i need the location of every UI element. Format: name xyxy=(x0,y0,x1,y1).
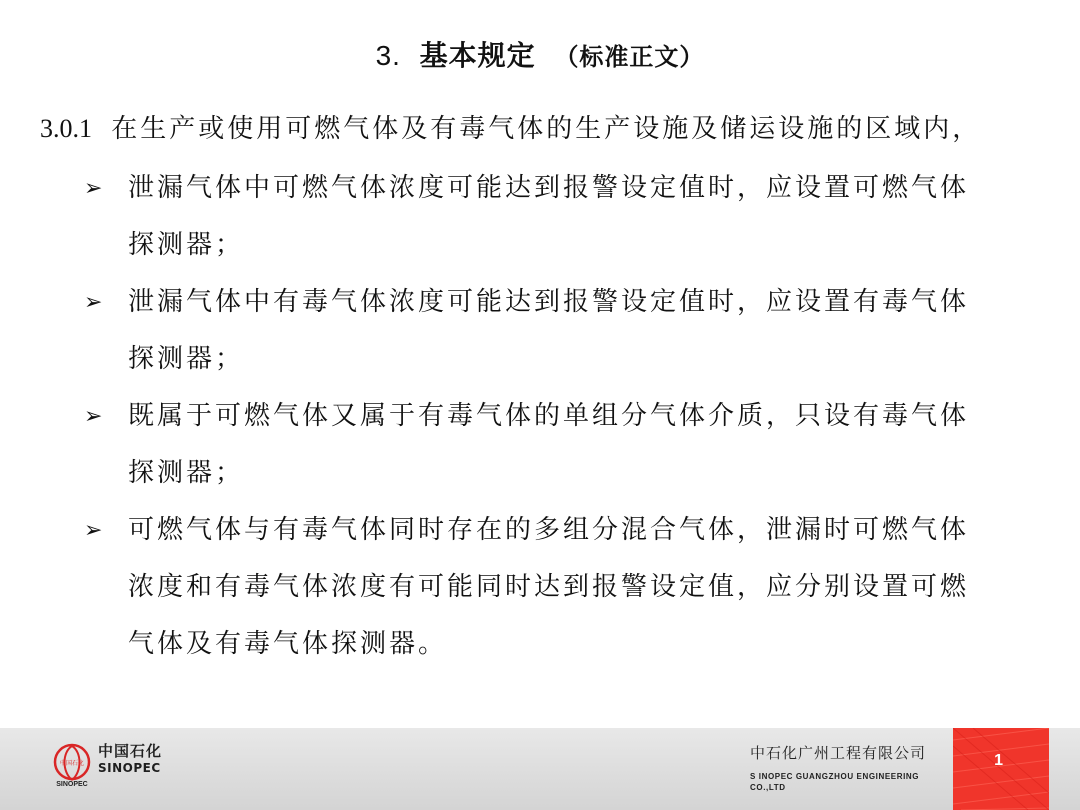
brand-cn: 中国石化 xyxy=(98,742,163,760)
bullet-item-4 xyxy=(84,502,1014,673)
bullet-item-3 xyxy=(84,388,1014,502)
page-number: 1 xyxy=(994,752,1003,769)
clause-number: 3.0.1 xyxy=(40,114,92,143)
bullet-1-line-1: 泄漏气体中可燃气体浓度可能达到报警设定值时，应设置可燃气体 xyxy=(128,173,970,203)
bullet-2-line-1: 泄漏气体中有毒气体浓度可能达到报警设定值时，应设置有毒气体 xyxy=(128,287,970,317)
bullet-list xyxy=(84,160,1014,673)
bullet-arrow-icon: ➢ xyxy=(84,176,103,201)
bullet-3-line-1: 既属于可燃气体又属于有毒气体的单组分气体介质，只设有毒气体 xyxy=(128,401,970,431)
company-name-en: S INOPEC GUANGZHOU ENGINEERING CO.,LTD xyxy=(750,772,920,792)
company-name-cn: 中石化广州工程有限公司 xyxy=(750,744,927,762)
bullet-4-line-2: 浓度和有毒气体浓度有可能同时达到报警设定值，应分别设置可燃 xyxy=(128,572,970,602)
title-number: 3. xyxy=(375,40,401,71)
logo-mark-text: SINOPEC xyxy=(56,781,88,788)
title-main: 基本规定 xyxy=(419,39,536,72)
bullet-arrow-icon: ➢ xyxy=(84,404,103,429)
footer-bar xyxy=(0,728,1080,810)
bullet-arrow-icon: ➢ xyxy=(84,518,103,543)
bullet-4-line-1: 可燃气体与有毒气体同时存在的多组分混合气体，泄漏时可燃气体 xyxy=(128,515,970,545)
logo-mark-script: 中国石化 xyxy=(59,760,85,767)
bullet-2-line-2: 探测器； xyxy=(128,344,245,374)
page-number-badge xyxy=(953,728,1049,810)
brand-en: SINOPEC xyxy=(98,761,161,775)
bullet-3-line-2: 探测器； xyxy=(128,458,245,488)
clause-text: 在生产或使用可燃气体及有毒气体的生产设施及储运设施的区域内， xyxy=(111,114,982,144)
slide-title xyxy=(0,34,1080,74)
bullet-4-line-3: 气体及有毒气体探测器。 xyxy=(128,629,448,659)
bullet-item-1 xyxy=(84,160,1014,274)
bullet-item-2 xyxy=(84,274,1014,388)
clause-intro xyxy=(40,108,981,145)
company-info xyxy=(750,742,950,793)
sinopec-logo-icon xyxy=(52,742,92,788)
title-subtitle: （标准正文） xyxy=(554,42,705,71)
brand-text xyxy=(98,744,162,774)
bullet-arrow-icon: ➢ xyxy=(84,290,103,315)
bullet-1-line-2: 探测器； xyxy=(128,230,245,260)
